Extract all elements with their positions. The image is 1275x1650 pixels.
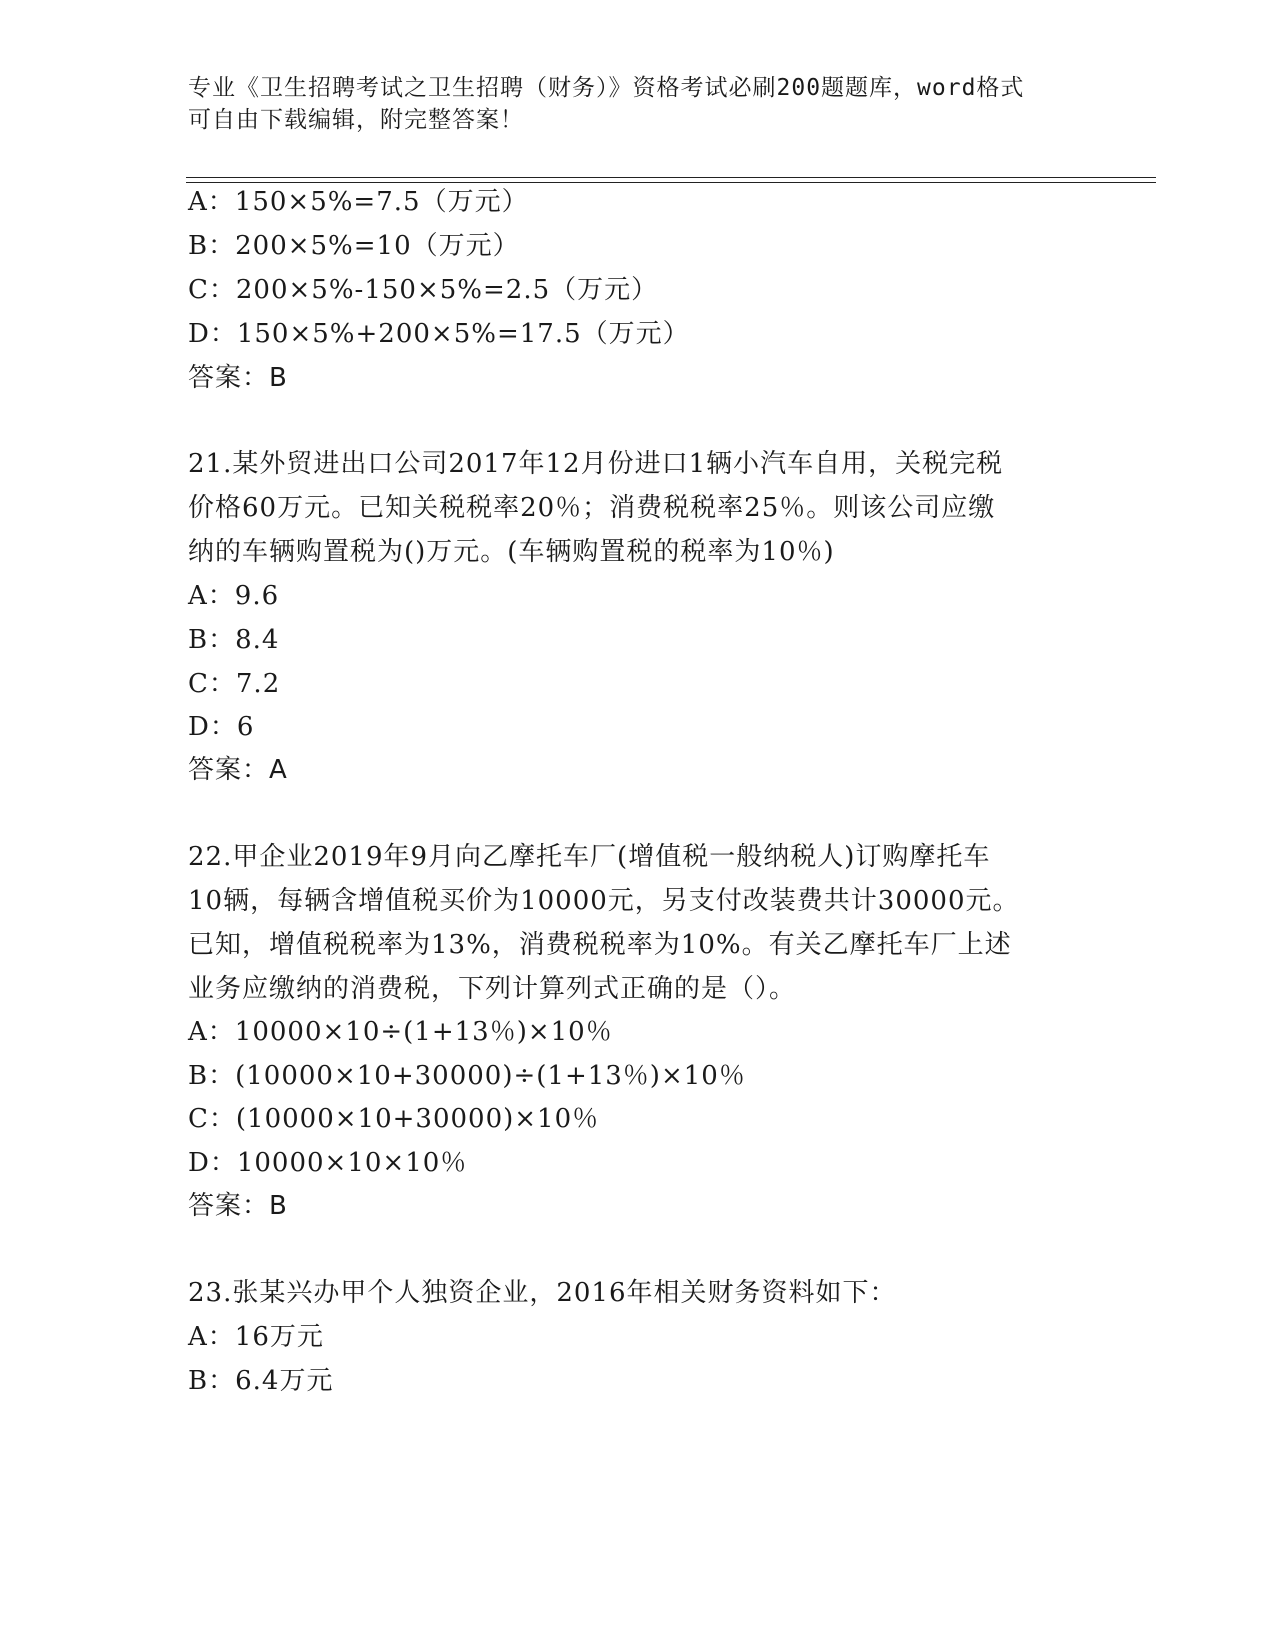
q23-option-a: A：16万元 — [188, 1322, 324, 1352]
header-line-2: 可自由下载编辑，附完整答案！ — [188, 107, 524, 133]
q23-option-b: B：6.4万元 — [188, 1366, 334, 1396]
q22-option-a: A：10000×10÷(1+13％)×10％ — [188, 1017, 613, 1047]
q22-stem-line-4: 业务应缴纳的消费税，下列计算列式正确的是（）。 — [188, 974, 797, 1004]
q22-stem-line-3: 已知，增值税税率为13%，消费税税率为10%。有关乙摩托车厂上述 — [188, 930, 1012, 960]
q23-stem-line-1: 23.张某兴办甲个人独资企业，2016年相关财务资料如下： — [188, 1278, 897, 1308]
q22-option-d: D：10000×10×10％ — [188, 1148, 468, 1178]
q20-option-b: B：200×5%=10（万元） — [188, 231, 520, 261]
q21-option-d: D：6 — [188, 712, 255, 742]
q22-stem-line-1: 22.甲企业2019年9月向乙摩托车厂(增值税一般纳税人)订购摩托车 — [188, 842, 991, 872]
q20-option-d: D：150×5%+200×5%=17.5（万元） — [188, 319, 690, 349]
q21-stem-line-3: 纳的车辆购置税为()万元。(车辆购置税的税率为10％) — [188, 537, 835, 567]
document-header — [188, 72, 1068, 136]
q20-answer: 答案：B — [188, 363, 288, 393]
q21-stem-line-2: 价格60万元。已知关税税率20％；消费税税率25％。则该公司应缴 — [188, 493, 996, 523]
q21-option-b: B：8.4 — [188, 625, 280, 655]
q22-answer: 答案：B — [188, 1191, 288, 1221]
q20-option-a: A：150×5%=7.5（万元） — [188, 187, 529, 217]
q22-stem-line-2: 10辆，每辆含增值税买价为10000元，另支付改装费共计30000元。 — [188, 886, 1020, 916]
q22-option-b: B：(10000×10+30000)÷(1+13％)×10％ — [188, 1061, 746, 1091]
q21-option-a: A：9.6 — [188, 581, 280, 611]
q20-option-c: C：200×5%-150×5%=2.5（万元） — [188, 275, 659, 305]
header-divider-top — [186, 177, 1156, 178]
q21-option-c: C：7.2 — [188, 669, 281, 699]
header-divider-bottom — [186, 182, 1156, 183]
q21-stem-line-1: 21.某外贸进出口公司2017年12月份进口1辆小汽车自用，关税完税 — [188, 449, 1004, 479]
q22-option-c: C：(10000×10+30000)×10％ — [188, 1104, 600, 1134]
header-line-1: 专业《卫生招聘考试之卫生招聘（财务）》资格考试必刷200题题库，word格式 — [188, 75, 1025, 101]
q21-answer: 答案：A — [188, 755, 288, 785]
